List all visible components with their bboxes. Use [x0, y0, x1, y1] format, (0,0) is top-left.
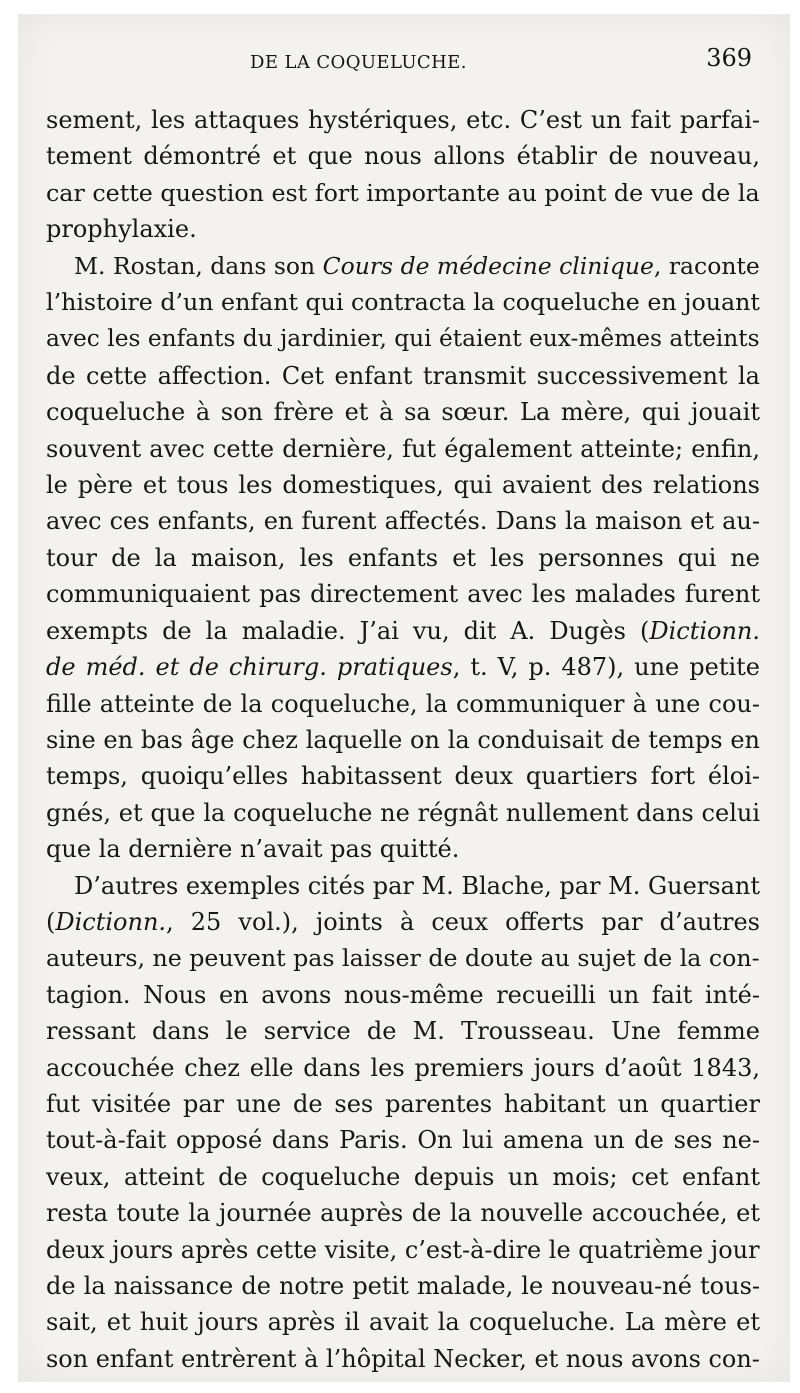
text-line: fille atteinte de la coqueluche, la communiquer à une cou-	[46, 689, 760, 718]
text-line: de cette affection. Cet enfant transmit successivement la	[46, 361, 760, 390]
text-line: (Dictionn., 25 vol.), joints à ceux offerts par d’autres	[46, 907, 760, 936]
page-header	[250, 44, 770, 80]
text-line: son enfant entrèrent à l’hôpital Necker, et nous avons con-	[46, 1344, 760, 1373]
text-line: de la naissance de notre petit malade, le nouveau-né tous-	[46, 1272, 760, 1300]
book-page	[18, 14, 790, 1382]
text-line: coqueluche à son frère et à sa sœur. La mère, qui jouait	[46, 398, 760, 427]
paragraph	[46, 102, 760, 248]
italic-title: Dictionn.	[649, 616, 760, 645]
running-head: DE LA COQUELUCHE.	[250, 52, 467, 73]
italic-title: de méd. et de chirurg. pratiques	[46, 653, 453, 682]
text-line: sait, et huit jours après il avait la coqueluche. La mère et	[46, 1308, 760, 1337]
text-line: que la dernière n’avait pas quitté.	[46, 835, 460, 864]
text-line: M. Rostan, dans son Cours de médecine clinique, raconte	[74, 251, 760, 280]
text-line: tout-à-fait opposé dans Paris. On lui amena un de ses ne-	[46, 1126, 760, 1155]
text-line: de méd. et de chirurg. pratiques, t. V, p. 487), une petite	[46, 653, 760, 682]
text-line: D’autres exemples cités par M. Blache, par M. Guersant	[74, 871, 760, 900]
body-text	[46, 102, 760, 1377]
text-line: le père et tous les domestiques, qui avaient des relations	[46, 471, 760, 500]
page-number: 369	[706, 44, 752, 72]
text-line: car cette question est fort importante au point de vue de la	[46, 178, 760, 207]
text-line: veux, atteint de coqueluche depuis un mois; cet enfant	[46, 1162, 760, 1191]
text-line: temps, quoiqu’elles habitassent deux quartiers fort éloi-	[46, 762, 760, 791]
italic-title: Dictionn.	[55, 907, 167, 936]
text-line: resta toute la journée auprès de la nouvelle accouchée, et	[46, 1199, 760, 1228]
text-line: auteurs, ne peuvent pas laisser de doute au sujet de la con-	[46, 944, 760, 973]
paragraph	[46, 248, 760, 868]
text-line: accouchée chez elle dans les premiers jours d’août 1843,	[46, 1053, 760, 1082]
text-line: gnés, et que la coqueluche ne régnât nullement dans celui	[46, 798, 760, 827]
text-line: communiquaient pas directement avec les malades furent	[46, 580, 760, 609]
text-line: avec les enfants du jardinier, qui étaient eux-mêmes atteints	[46, 325, 760, 353]
text-line: tagion. Nous en avons nous-même recueilli un fait inté-	[46, 980, 760, 1009]
text-line: tement démontré et que nous allons établir de nouveau,	[46, 142, 760, 171]
text-line: avec ces enfants, en furent affectés. Dans la maison et au-	[46, 507, 760, 536]
text-line: fut visitée par une de ses parentes habitant un quartier	[46, 1089, 760, 1118]
text-line: sement, les attaques hystériques, etc. C’est un fait parfai-	[46, 106, 760, 134]
text-line: deux jours après cette visite, c’est-à-dire le quatrième jour	[46, 1235, 760, 1264]
text-line: souvent avec cette dernière, fut également atteinte; enfin,	[46, 434, 760, 463]
italic-title: Cours de médecine clinique	[322, 251, 654, 280]
text-line: exempts de la maladie. J’ai vu, dit A. Dugès (Dictionn.	[46, 616, 760, 645]
paragraph	[46, 868, 760, 1378]
text-line: sine en bas âge chez laquelle on la conduisait de temps en	[46, 725, 760, 754]
text-line: tour de la maison, les enfants et les personnes qui ne	[46, 543, 760, 572]
text-line: prophylaxie.	[46, 215, 197, 244]
text-line: ressant dans le service de M. Trousseau. Une femme	[46, 1017, 760, 1046]
text-line: l’histoire d’un enfant qui contracta la coqueluche en jouant	[46, 288, 760, 317]
